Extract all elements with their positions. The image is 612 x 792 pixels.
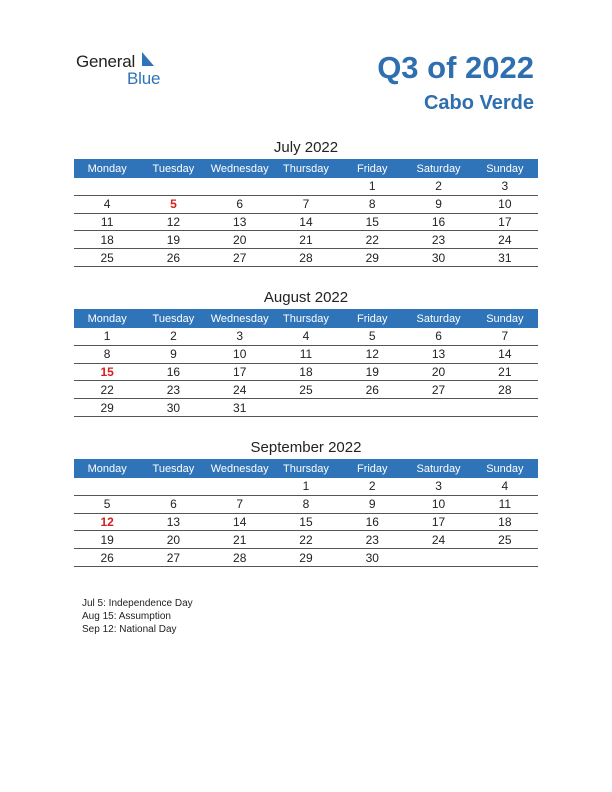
week-row: [74, 178, 538, 195]
day-cell: [273, 178, 339, 195]
week-row: [74, 213, 538, 231]
day-cell: 26: [74, 549, 140, 567]
day-cell: [472, 549, 538, 567]
day-cell: 18: [273, 363, 339, 381]
day-cell: 16: [405, 213, 471, 231]
month-calendar-table: [74, 309, 538, 417]
month-calendar-table: [74, 459, 538, 567]
day-cell: 19: [339, 363, 405, 381]
day-cell: 22: [339, 231, 405, 249]
day-cell: 22: [74, 381, 140, 399]
day-cell: 9: [140, 345, 206, 363]
weekday-header: Wednesday: [207, 159, 273, 178]
day-cell: 17: [207, 363, 273, 381]
day-cell: 28: [273, 249, 339, 267]
day-cell: 14: [207, 513, 273, 531]
day-cell: 26: [140, 249, 206, 267]
day-cell: 15: [339, 213, 405, 231]
day-cell: 12: [339, 345, 405, 363]
brand-name-blue: Blue: [127, 69, 161, 88]
day-cell: [273, 399, 339, 417]
day-cell: [74, 478, 140, 495]
day-cell: 5: [339, 328, 405, 345]
week-row: [74, 478, 538, 495]
weekday-header: Tuesday: [140, 309, 206, 328]
day-cell: 3: [405, 478, 471, 495]
week-row: [74, 363, 538, 381]
country-name: Cabo Verde: [423, 92, 534, 114]
day-cell: 26: [339, 381, 405, 399]
day-cell: 2: [140, 328, 206, 345]
month-july: [74, 137, 538, 267]
day-cell: 1: [339, 178, 405, 195]
weekday-header: Monday: [74, 459, 140, 478]
week-row: [74, 328, 538, 345]
day-cell: 17: [472, 213, 538, 231]
weekday-header: Wednesday: [207, 459, 273, 478]
day-cell: 18: [472, 513, 538, 531]
day-cell: 23: [140, 381, 206, 399]
day-cell: 7: [207, 495, 273, 513]
day-cell: 2: [339, 478, 405, 495]
day-cell: [74, 178, 140, 195]
day-cell: 23: [339, 531, 405, 549]
day-cell: 24: [405, 531, 471, 549]
day-cell: 29: [74, 399, 140, 417]
day-cell: 14: [273, 213, 339, 231]
day-cell: 7: [472, 328, 538, 345]
weekday-header: Sunday: [472, 309, 538, 328]
weekday-header: Tuesday: [140, 459, 206, 478]
day-cell: 28: [472, 381, 538, 399]
day-cell: 31: [472, 249, 538, 267]
holiday-item: Jul 5: Independence Day: [82, 598, 193, 609]
day-cell: 21: [273, 231, 339, 249]
day-cell: 25: [472, 531, 538, 549]
day-cell: 16: [140, 363, 206, 381]
day-cell: 27: [140, 549, 206, 567]
day-cell: 4: [472, 478, 538, 495]
holiday-day-cell: 15: [74, 363, 140, 381]
month-calendar-table: [74, 159, 538, 267]
day-cell: 8: [273, 495, 339, 513]
day-cell: 20: [207, 231, 273, 249]
month-title: September 2022: [250, 439, 362, 456]
day-cell: 4: [74, 195, 140, 213]
day-cell: 13: [140, 513, 206, 531]
day-cell: 27: [405, 381, 471, 399]
month-august: [74, 287, 538, 417]
day-cell: 3: [207, 328, 273, 345]
weekday-header: Saturday: [405, 459, 471, 478]
day-cell: 19: [74, 531, 140, 549]
weekday-header: Thursday: [273, 309, 339, 328]
day-cell: 4: [273, 328, 339, 345]
day-cell: 6: [140, 495, 206, 513]
day-cell: 18: [74, 231, 140, 249]
day-cell: 25: [273, 381, 339, 399]
day-cell: 29: [273, 549, 339, 567]
weekday-header: Wednesday: [207, 309, 273, 328]
day-cell: 16: [339, 513, 405, 531]
week-row: [74, 531, 538, 549]
week-row: [74, 345, 538, 363]
weekday-header: Friday: [339, 309, 405, 328]
day-cell: 14: [472, 345, 538, 363]
day-cell: 10: [472, 195, 538, 213]
week-row: [74, 513, 538, 531]
holiday-list: [82, 597, 193, 636]
holiday-item: Sep 12: National Day: [82, 624, 177, 635]
day-cell: 13: [405, 345, 471, 363]
day-cell: 24: [472, 231, 538, 249]
week-row: [74, 381, 538, 399]
day-cell: 28: [207, 549, 273, 567]
month-title: August 2022: [263, 289, 349, 306]
day-cell: 1: [273, 478, 339, 495]
day-cell: 10: [207, 345, 273, 363]
day-cell: [339, 399, 405, 417]
week-row: [74, 399, 538, 417]
day-cell: 25: [74, 249, 140, 267]
month-september: [74, 437, 538, 567]
holiday-day-cell: 5: [140, 195, 206, 213]
day-cell: 30: [405, 249, 471, 267]
weekday-header: Saturday: [405, 309, 471, 328]
day-cell: 11: [273, 345, 339, 363]
day-cell: 30: [339, 549, 405, 567]
day-cell: 30: [140, 399, 206, 417]
day-cell: 9: [339, 495, 405, 513]
day-cell: 20: [140, 531, 206, 549]
day-cell: 13: [207, 213, 273, 231]
day-cell: 6: [405, 328, 471, 345]
day-cell: 8: [339, 195, 405, 213]
weekday-header: Thursday: [273, 159, 339, 178]
day-cell: 9: [405, 195, 471, 213]
day-cell: 11: [472, 495, 538, 513]
day-cell: [207, 178, 273, 195]
day-cell: 15: [273, 513, 339, 531]
logo-triangle-icon: [142, 52, 154, 66]
holiday-item: Aug 15: Assumption: [82, 611, 171, 622]
day-cell: 8: [74, 345, 140, 363]
day-cell: 1: [74, 328, 140, 345]
day-cell: 12: [140, 213, 206, 231]
weekday-header: Friday: [339, 459, 405, 478]
day-cell: 7: [273, 195, 339, 213]
day-cell: [140, 178, 206, 195]
day-cell: 20: [405, 363, 471, 381]
day-cell: [207, 478, 273, 495]
week-row: [74, 231, 538, 249]
week-row: [74, 495, 538, 513]
day-cell: [140, 478, 206, 495]
day-cell: [405, 399, 471, 417]
day-cell: 21: [207, 531, 273, 549]
day-cell: 6: [207, 195, 273, 213]
day-cell: 31: [207, 399, 273, 417]
weekday-header: Monday: [74, 309, 140, 328]
weekday-header: Thursday: [273, 459, 339, 478]
weekday-header: Tuesday: [140, 159, 206, 178]
day-cell: [405, 549, 471, 567]
day-cell: 19: [140, 231, 206, 249]
day-cell: 5: [74, 495, 140, 513]
day-cell: [472, 399, 538, 417]
week-row: [74, 195, 538, 213]
weekday-header: Saturday: [405, 159, 471, 178]
day-cell: 24: [207, 381, 273, 399]
day-cell: 22: [273, 531, 339, 549]
week-row: [74, 249, 538, 267]
weekday-header: Sunday: [472, 459, 538, 478]
day-cell: 11: [74, 213, 140, 231]
day-cell: 10: [405, 495, 471, 513]
weekday-header: Friday: [339, 159, 405, 178]
month-title: July 2022: [273, 139, 339, 156]
day-cell: 29: [339, 249, 405, 267]
weekday-header: Sunday: [472, 159, 538, 178]
page-title: Q3 of 2022: [377, 50, 534, 85]
day-cell: 23: [405, 231, 471, 249]
weekday-header: Monday: [74, 159, 140, 178]
holiday-day-cell: 12: [74, 513, 140, 531]
day-cell: 17: [405, 513, 471, 531]
day-cell: 2: [405, 178, 471, 195]
day-cell: 3: [472, 178, 538, 195]
day-cell: 21: [472, 363, 538, 381]
day-cell: 27: [207, 249, 273, 267]
brand-logo: [76, 52, 176, 88]
brand-name-general: General: [76, 52, 136, 71]
week-row: [74, 549, 538, 567]
